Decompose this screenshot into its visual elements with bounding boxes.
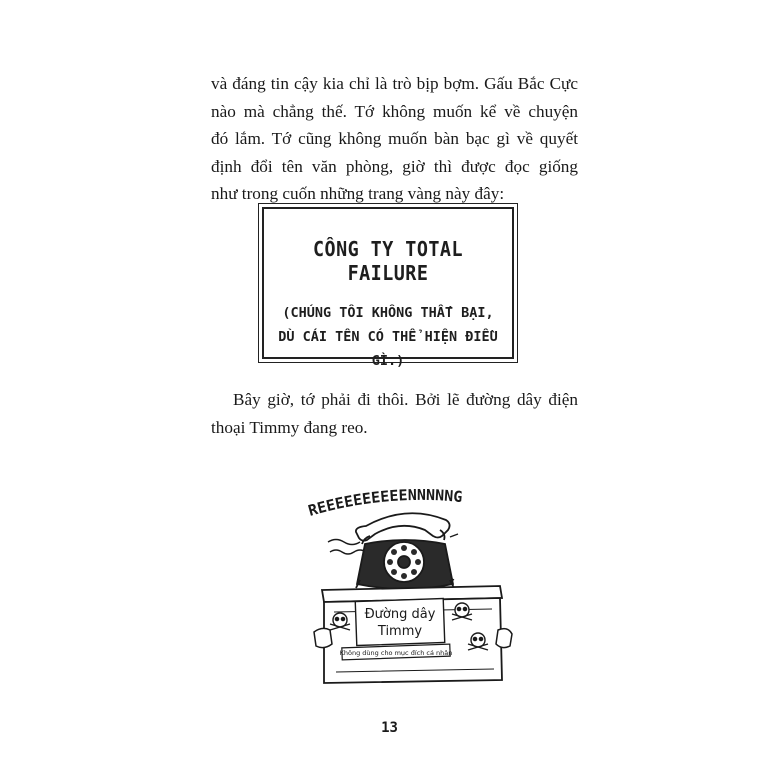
- ringing-phone-illustration: [300, 482, 525, 687]
- text-line: và đáng tin cậy kia chỉ là trò bịp bợm. Gấu Bắc Cực: [211, 74, 578, 93]
- ring-sound-text: REEEEEEEEEENNNNNG: [306, 485, 464, 520]
- sign-subtitle-line: (CHÚNG TÔI KHÔNG THẤT BẠI,: [282, 305, 494, 321]
- sign-inner-frame: [262, 207, 514, 369]
- box-label: [355, 598, 444, 645]
- text-line: định đổi tên văn phòng, giờ thì được đọc giống: [211, 156, 578, 176]
- text-line: thoại Timmy đang reo.: [211, 417, 368, 437]
- paragraph-phone: [211, 386, 578, 441]
- page-number: 13: [381, 720, 398, 736]
- rotary-phone-icon: [356, 540, 454, 589]
- text-line: nào mà chẳng thế. Tớ không muốn kể về chuyện: [211, 101, 578, 121]
- sign-subtitle: [264, 301, 512, 373]
- tape-note-text: Không dùng cho mục đích cá nhân: [339, 649, 453, 657]
- box-label-line: Đường dây: [364, 607, 436, 622]
- company-name-sign: [258, 203, 518, 369]
- paragraph-intro: [211, 70, 578, 208]
- text-line: Bây giờ, tớ phải đi thôi. Bởi lẽ đường dây điện: [233, 390, 578, 409]
- sign-subtitle-line: DÙ CÁI TÊN CÓ THỂ HIỆN ĐIỀU GÌ.): [278, 329, 498, 369]
- text-line: đó lắm. Tớ cũng không muốn bàn bạc gì về quyết: [211, 129, 578, 149]
- box-label-line: Timmy: [377, 624, 423, 639]
- text-line: như trong cuốn những trang vàng này đây:: [211, 184, 505, 204]
- sign-title: CÔNG TY TOTAL FAILURE: [312, 237, 463, 285]
